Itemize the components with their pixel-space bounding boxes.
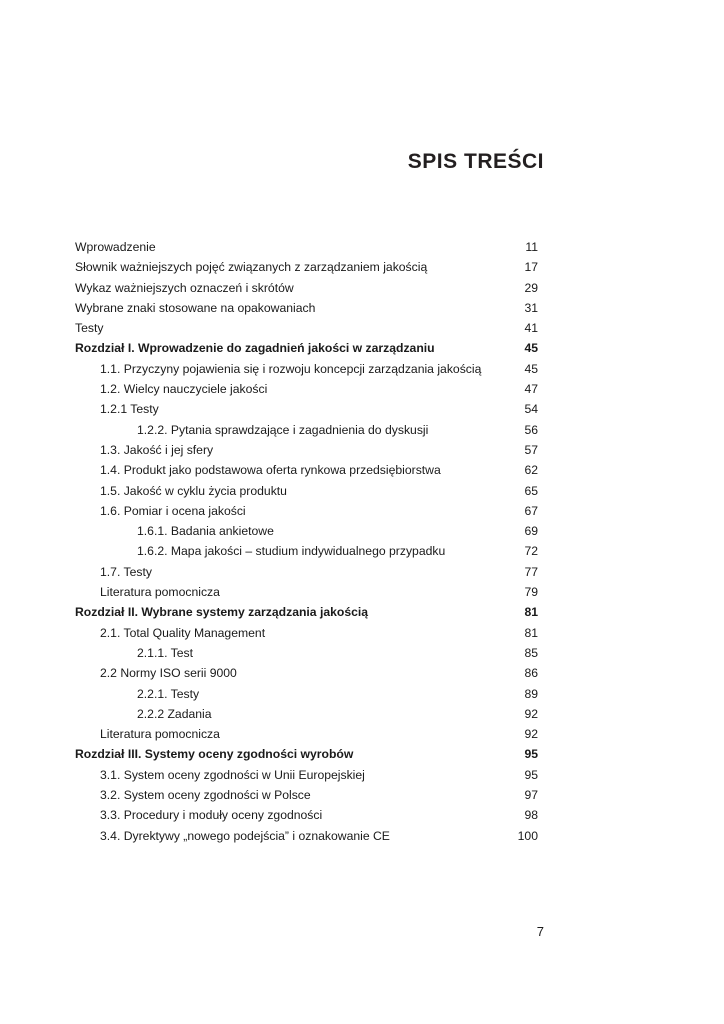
toc-entry-label: 1.7. Testy bbox=[100, 564, 152, 579]
toc-entry-label: 1.6. Pomiar i ocena jakości bbox=[100, 503, 246, 518]
toc-entry-page: 81 bbox=[524, 605, 538, 620]
toc-entry-label: 1.1. Przyczyny pojawienia się i rozwoju koncepcji zarządzania jakością bbox=[100, 361, 482, 376]
toc-entry bbox=[75, 541, 538, 561]
toc-entry bbox=[75, 684, 538, 704]
toc-entry bbox=[75, 359, 538, 379]
toc-entry bbox=[75, 278, 538, 298]
toc-entry-label: 3.2. System oceny zgodności w Polsce bbox=[100, 788, 311, 803]
toc-entry-page: 95 bbox=[524, 747, 538, 762]
toc-entry-page: 100 bbox=[517, 828, 538, 843]
toc-entry-page: 67 bbox=[524, 503, 538, 518]
toc-entry bbox=[75, 318, 538, 338]
toc-entry bbox=[75, 501, 538, 521]
toc-entry-page: 11 bbox=[525, 240, 538, 254]
toc-entry bbox=[75, 643, 538, 663]
toc-entry-page: 47 bbox=[524, 382, 538, 397]
toc-entry-label: 1.2.1 Testy bbox=[100, 402, 159, 417]
toc-entry bbox=[75, 298, 538, 318]
toc-entry bbox=[75, 237, 538, 257]
toc-entry-label: 1.6.1. Badania ankietowe bbox=[137, 524, 274, 539]
toc-entry bbox=[75, 521, 538, 541]
toc-entry-label: 2.2 Normy ISO serii 9000 bbox=[100, 666, 237, 681]
toc-entry-page: 69 bbox=[524, 524, 538, 539]
toc-entry-label: 3.3. Procedury i moduły oceny zgodności bbox=[100, 808, 323, 823]
toc-entry-label: 1.3. Jakość i jej sfery bbox=[100, 442, 214, 457]
toc-entry bbox=[75, 704, 538, 724]
toc-entry-label: Wybrane znaki stosowane na opakowaniach bbox=[75, 300, 316, 315]
toc-entry bbox=[75, 602, 538, 622]
toc-entry bbox=[75, 826, 538, 846]
toc-entry-page: 41 bbox=[524, 321, 538, 336]
toc-entry-page: 98 bbox=[524, 808, 538, 823]
toc-entry-label: Wykaz ważniejszych oznaczeń i skrótów bbox=[75, 280, 294, 295]
toc-entry-page: 89 bbox=[524, 686, 538, 701]
toc-entry bbox=[75, 805, 538, 825]
toc-entry-label: 1.2. Wielcy nauczyciele jakości bbox=[100, 382, 268, 397]
toc-entry-label: Literatura pomocnicza bbox=[100, 727, 220, 742]
toc-entry bbox=[75, 460, 538, 480]
toc-entry-label: Wprowadzenie bbox=[75, 240, 156, 254]
toc-entry-page: 81 bbox=[524, 625, 538, 640]
toc-entry-page: 92 bbox=[524, 727, 538, 742]
toc-entry bbox=[75, 338, 538, 358]
toc-entry bbox=[75, 562, 538, 582]
toc-entry-label: Rozdział I. Wprowadzenie do zagadnień jakości w zarządzaniu bbox=[75, 341, 435, 356]
toc-entry-page: 92 bbox=[524, 706, 538, 721]
toc-entry bbox=[75, 582, 538, 602]
toc-entry bbox=[75, 765, 538, 785]
toc-entry-label: 2.2.1. Testy bbox=[137, 686, 200, 701]
toc-entry-label: 1.4. Produkt jako podstawowa oferta rynkowa przedsiębiorstwa bbox=[100, 463, 441, 478]
toc-entry bbox=[75, 257, 538, 277]
toc-entry-page: 65 bbox=[524, 483, 538, 498]
toc-entry-label: 2.2.2 Zadania bbox=[137, 706, 212, 721]
toc-entry-page: 57 bbox=[524, 442, 538, 457]
toc-entry-page: 31 bbox=[524, 300, 538, 315]
toc-entry bbox=[75, 785, 538, 805]
toc-entry-label: 3.1. System oceny zgodności w Unii Europejskiej bbox=[100, 767, 365, 782]
toc-entry-page: 54 bbox=[524, 402, 538, 417]
table-of-contents bbox=[75, 237, 538, 846]
toc-entry-page: 56 bbox=[524, 422, 538, 437]
toc-entry bbox=[75, 379, 538, 399]
toc-entry-page: 29 bbox=[524, 280, 538, 295]
toc-entry-page: 72 bbox=[524, 544, 538, 559]
toc-entry-page: 45 bbox=[524, 361, 538, 376]
toc-entry-page: 62 bbox=[524, 463, 538, 478]
toc-entry-label: Rozdział III. Systemy oceny zgodności wyrobów bbox=[75, 747, 354, 762]
toc-entry-label: Rozdział II. Wybrane systemy zarządzania jakością bbox=[75, 605, 369, 620]
toc-entry bbox=[75, 724, 538, 744]
toc-entry-page: 97 bbox=[524, 788, 538, 803]
toc-entry-label: 1.2.2. Pytania sprawdzające i zagadnienia do dyskusji bbox=[137, 422, 429, 437]
page-number: 7 bbox=[536, 924, 544, 939]
toc-entry-label: 3.4. Dyrektywy „nowego podejścia” i oznakowanie CE bbox=[100, 828, 390, 843]
toc-entry-label: Testy bbox=[75, 321, 104, 336]
toc-entry-page: 85 bbox=[524, 645, 538, 660]
toc-entry-page: 95 bbox=[524, 767, 538, 782]
toc-entry-label: 1.5. Jakość w cyklu życia produktu bbox=[100, 483, 287, 498]
page-title: SPIS TREŚCI bbox=[407, 150, 544, 173]
toc-entry-label: Literatura pomocnicza bbox=[100, 585, 220, 600]
toc-entry bbox=[75, 663, 538, 683]
toc-entry-page: 45 bbox=[524, 341, 538, 356]
toc-entry bbox=[75, 744, 538, 764]
toc-entry-label: 2.1.1. Test bbox=[137, 645, 194, 660]
toc-entry bbox=[75, 399, 538, 419]
toc-entry bbox=[75, 440, 538, 460]
toc-entry-page: 77 bbox=[524, 564, 538, 579]
toc-entry bbox=[75, 481, 538, 501]
toc-entry bbox=[75, 623, 538, 643]
toc-entry-page: 17 bbox=[524, 260, 538, 275]
toc-entry-label: Słownik ważniejszych pojęć związanych z zarządzaniem jakością bbox=[75, 260, 428, 275]
toc-entry-label: 2.1. Total Quality Management bbox=[100, 625, 266, 640]
toc-entry-page: 79 bbox=[524, 585, 538, 600]
toc-entry bbox=[75, 420, 538, 440]
toc-entry-label: 1.6.2. Mapa jakości – studium indywidualnego przypadku bbox=[137, 544, 446, 559]
toc-entry-page: 86 bbox=[524, 666, 538, 681]
